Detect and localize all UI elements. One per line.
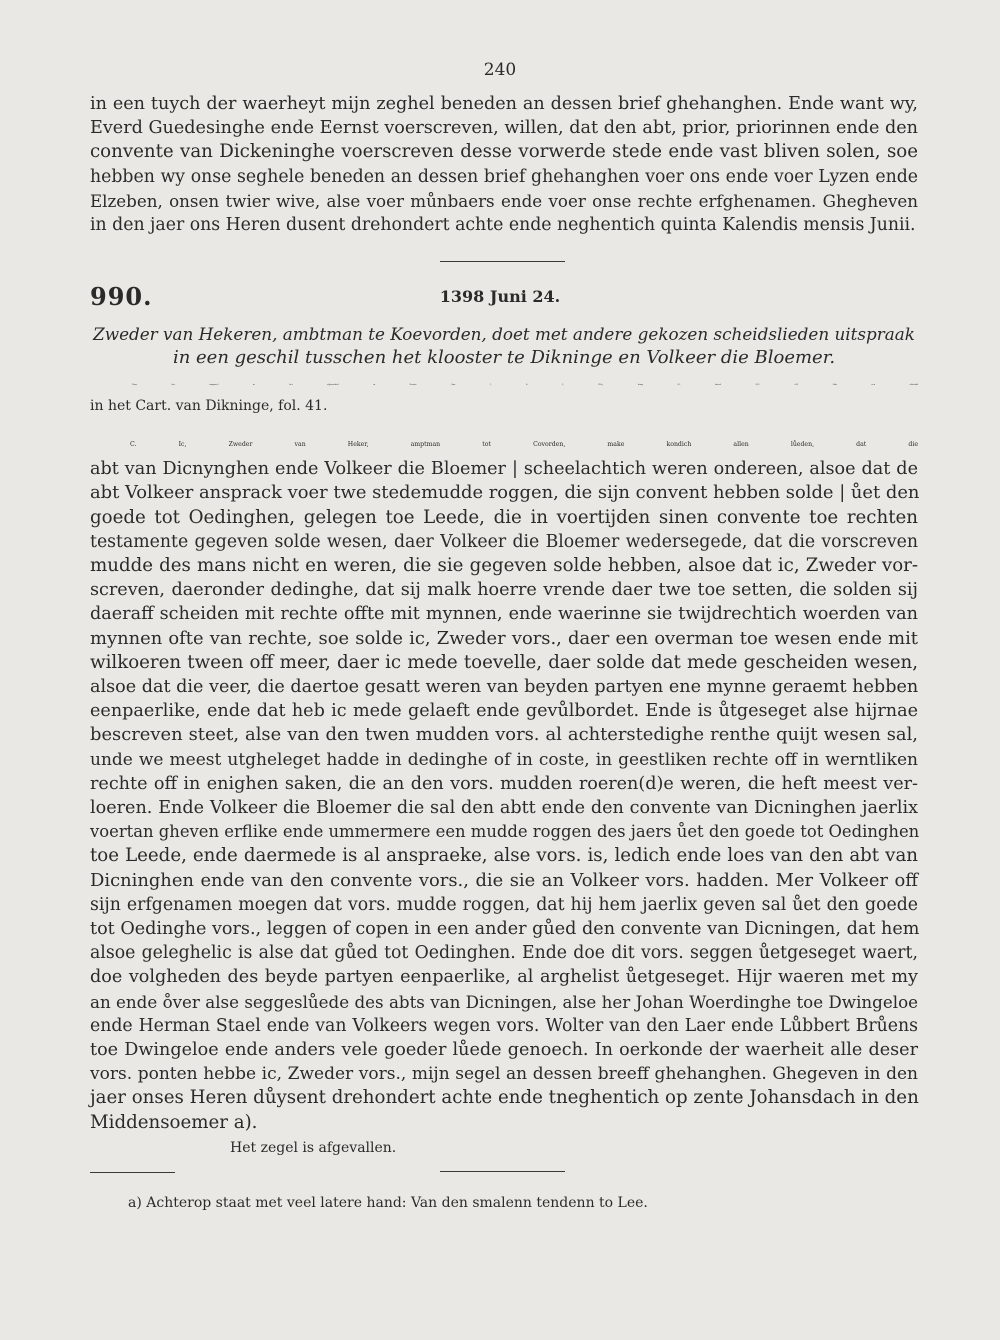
charter-date: 1398 Juni 24. xyxy=(439,287,561,306)
source-line: in het Cart. van Dikninge, fol. 41. xyxy=(90,398,328,414)
text-line: in een tuych der waerheyt mijn zeghel beneden an dessen brief ghehanghen. Ende want wy, xyxy=(90,94,918,114)
footnote-rule-left xyxy=(90,1172,175,1173)
text-line: daeraff scheiden mit rechte offte mit mynnen, ende waerinne sie twijdrechtich woerden van xyxy=(90,604,918,625)
text-line: unde we meest utgheleget hadde in dedinghe of in coste, in geestliken rechte off in werntliken xyxy=(90,749,918,770)
text-line: hebben wy onse seghele beneden an dessen brief ghehanghen voer ons ende voer Lyzen ende xyxy=(90,166,918,187)
text-line: doe volgheden des beyde partyen eenpaerlike, al arghelist ůetgeseget. Hijr waeren met my xyxy=(90,967,918,988)
text-line: mynnen ofte van rechte, soe solde ic, Zweder vors., daer een overman toe wesen ende mit xyxy=(90,627,918,649)
text-line: toe Dwingeloe ende anders vele goeder lůede genoech. In oerkonde der waerheit alle deser xyxy=(90,1040,918,1061)
charter-text xyxy=(90,433,918,1135)
text-line: convente van Dickeninghe voerscreven desse vorwerde stede ende vast bliven solen, soe xyxy=(90,141,918,163)
source-line: Naar het origineel in het rijksarchief in Drente (Inv. I, A 2, IIIc), hoog 10, breed 26,5 cM. Ook een afschrift xyxy=(132,384,918,386)
seal-note: Het zegel is afgevallen. xyxy=(230,1140,397,1156)
text-line: alsoe geleghelic is alse dat gůed tot Oedinghen. Ende doe dit vors. seggen ůetgeseget waert, xyxy=(90,943,918,964)
text-line: sijn erfgenamen moegen dat vors. mudde roggen, dat hij hem jaerlix geven sal ůet den goede xyxy=(90,894,918,915)
footnote: a) Achterop staat met veel latere hand: Van den smalenn tendenn to Lee. xyxy=(128,1195,648,1211)
page-number: 240 xyxy=(483,60,517,80)
text-line: an ende o̊ver alse seggeslůede des abts van Dicningen, alse her Johan Woerdinghe toe Dwingeloe xyxy=(90,991,918,1012)
text-line: bescreven steet, alse van den twen mudden vors. al achterstedighe renthe quijt wesen sal, xyxy=(90,724,918,746)
text-line: goede tot Oedinghen, gelegen toe Leede, die in voertijden sinen convente toe rechten xyxy=(90,506,918,528)
text-line: in den jaer ons Heren dusent drehondert achte ende neghentich quinta Kalendis mensis Junii. xyxy=(90,215,916,236)
text-line: ende Herman Stael ende van Volkeers wegen vors. Wolter van den Laer ende Lůbbert Brůens xyxy=(90,1015,918,1036)
text-line: loeren. Ende Volkeer die Bloemer die sal den abtt ende den convente van Dicninghen jaerlix xyxy=(90,798,918,819)
source-note xyxy=(90,375,918,417)
text-line: testamente gegeven solde wesen, daer Volkeer die Bloemer wedersegede, dat die vorscreven xyxy=(90,531,918,552)
text-line: wilkoeren tween off meer, daer ic mede toevelle, daer solde dat mede gescheiden wesen, xyxy=(90,651,918,673)
charter-summary xyxy=(90,323,918,369)
text-line: screven, daeronder dedinghe, dat sij malk hoerre vrende daer twe toe setten, die solden sij xyxy=(90,580,918,601)
text-line: alsoe dat die veer, die daertoe gesatt weren van beyden partyen ene mynne geraemt hebben xyxy=(90,677,919,698)
text-line: abt van Dicnynghen ende Volkeer die Bloemer | scheelachtich weren ondereen, alsoe dat de xyxy=(90,459,918,480)
text-line: eenpaerlike, ende dat heb ic mede gelaeft ende gevůlbordet. Ende is ůtgeseget alse hijrnae xyxy=(90,701,918,722)
section-divider xyxy=(440,261,565,262)
text-line: voertan gheven erflike ende ummermere een mudde roggen des jaers ůet den goede tot Oedinghen xyxy=(90,822,920,842)
text-line: tot Oedinghe vors., leggen of copen in een ander gůed den convente van Dicningen, dat hem xyxy=(90,919,920,940)
charter-number: 990. xyxy=(90,282,153,311)
text-line: Everd Guedesinghe ende Eernst voerscreven, willen, dat den abt, prior, priorinnen ende den xyxy=(90,118,918,139)
footnote-rule xyxy=(440,1171,565,1172)
text-line: mudde des mans nicht en weren, die sie gegeven solde hebben, alsoe dat ic, Zweder vor- xyxy=(90,555,918,577)
text-line: abt Volkeer ansprack voer twe stedemudde roggen, die sijn convent hebben solde | ůet den xyxy=(90,482,920,504)
text-line: Middensoemer a). xyxy=(90,1111,258,1133)
summary-line: Zweder van Hekeren, ambtman te Koevorden, doet met andere gekozen scheidslieden uitspraak xyxy=(93,324,915,344)
text-line: Elzeben, onsen twier wive, alse voer můnbaers ende voer onse rechte erfghenamen. Ghegheven xyxy=(90,190,918,211)
intro-paragraph xyxy=(90,92,918,237)
text-line: rechte off in enighen saken, die an den vors. mudden roeren(d)e weren, die heft meest ver- xyxy=(90,773,918,794)
summary-line: in een geschil tusschen het klooster te Dikninge en Volkeer die Bloemer. xyxy=(172,347,836,368)
text-line: jaer onses Heren důysent drehondert achte ende tneghentich op zente Johansdach in den xyxy=(90,1087,919,1109)
text-line: Dicninghen ende van den convente vors., die sie an Volkeer vors. hadden. Mer Volkeer off xyxy=(90,869,918,891)
text-line: toe Leede, ende daermede is al anspraeke, alse vors. is, ledich ende loes van den abt van xyxy=(90,845,918,867)
text-line: C. Ic, Zweder van Heker, amptman tot Covorden, make kondich allen lůeden, dat die xyxy=(130,441,918,448)
text-line: vors. ponten hebbe ic, Zweder vors., mijn segel an dessen breeff ghehanghen. Ghegeven in den xyxy=(90,1064,918,1085)
